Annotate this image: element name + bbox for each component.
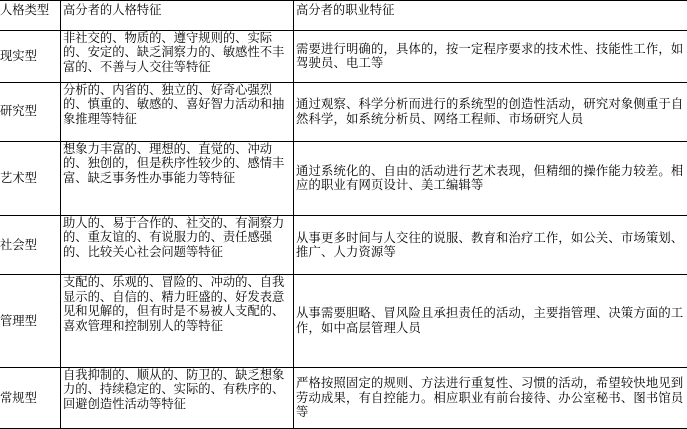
personality-traits: 支配的、乐观的、冒险的、冲动的、自我显示的、自信的、精力旺盛的、好发表意见和见解的，但有时是不易被人支配的、喜欢管理和控制别人的等特征 (61, 275, 294, 368)
occupation-traits: 从事更多时间与人交往的说服、教育和治疗工作，如公关、市场策划、推广、人力资源等 (294, 215, 687, 274)
header-row (0, 1, 687, 31)
table-row (0, 141, 687, 215)
occupation-traits: 通过系统化的、自由的活动进行艺术表现，但精细的操作能力较差。相应的职业有网页设计、美工编辑等 (294, 141, 687, 215)
header-personality-traits: 高分者的人格特征 (61, 1, 294, 31)
personality-traits: 想象力丰富的、理想的、直觉的、冲动的、独创的，但是秩序性较少的、感情丰富、缺乏事务性办事能力等特征 (61, 141, 294, 215)
occupation-traits: 需要进行明确的，具体的，按一定程序要求的技术性、技能性工作，如驾驶员、电工等 (294, 30, 687, 82)
header-occupation-traits: 高分者的职业特征 (294, 1, 687, 31)
personality-type: 常规型 (0, 367, 61, 428)
personality-traits: 自我抑制的、顺从的、防卫的、缺乏想象力的、持续稳定的、实际的、有秩序的、回避创造性活动等特征 (61, 367, 294, 428)
personality-type: 研究型 (0, 82, 61, 141)
table-row (0, 215, 687, 274)
personality-type: 艺术型 (0, 141, 61, 215)
occupation-traits: 通过观察、科学分析而进行的系统型的创造性活动，研究对象侧重于自然科学，如系统分析员、网络工程师、市场研究人员 (294, 82, 687, 141)
table-row (0, 82, 687, 141)
table-row (0, 30, 687, 82)
occupation-traits: 从事需要胆略、冒风险且承担责任的活动，主要指管理、决策方面的工作，如中高层管理人员 (294, 275, 687, 368)
personality-traits: 分析的、内省的、独立的、好奇心强烈的、慎重的、敏感的、喜好智力活动和抽象推理等特征 (61, 82, 294, 141)
personality-type: 管理型 (0, 275, 61, 368)
personality-traits: 非社交的、物质的、遵守规则的、实际的、安定的、缺乏洞察力的、敏感性不丰富的、不善与人交往等特征 (61, 30, 294, 82)
personality-traits: 助人的、易于合作的、社交的、有洞察力的、重友谊的、有说服力的、责任感强的、比较关心社会问题等特征 (61, 215, 294, 274)
personality-type: 现实型 (0, 30, 61, 82)
personality-type: 社会型 (0, 215, 61, 274)
table-row (0, 275, 687, 368)
occupation-traits: 严格按照固定的规则、方法进行重复性、习惯的活动，希望较快地见到劳动成果，有自控能力。相应职业有前台接待、办公室秘书、图书馆员等 (294, 367, 687, 428)
table-row (0, 367, 687, 428)
header-personality-type: 人格类型 (0, 1, 61, 31)
